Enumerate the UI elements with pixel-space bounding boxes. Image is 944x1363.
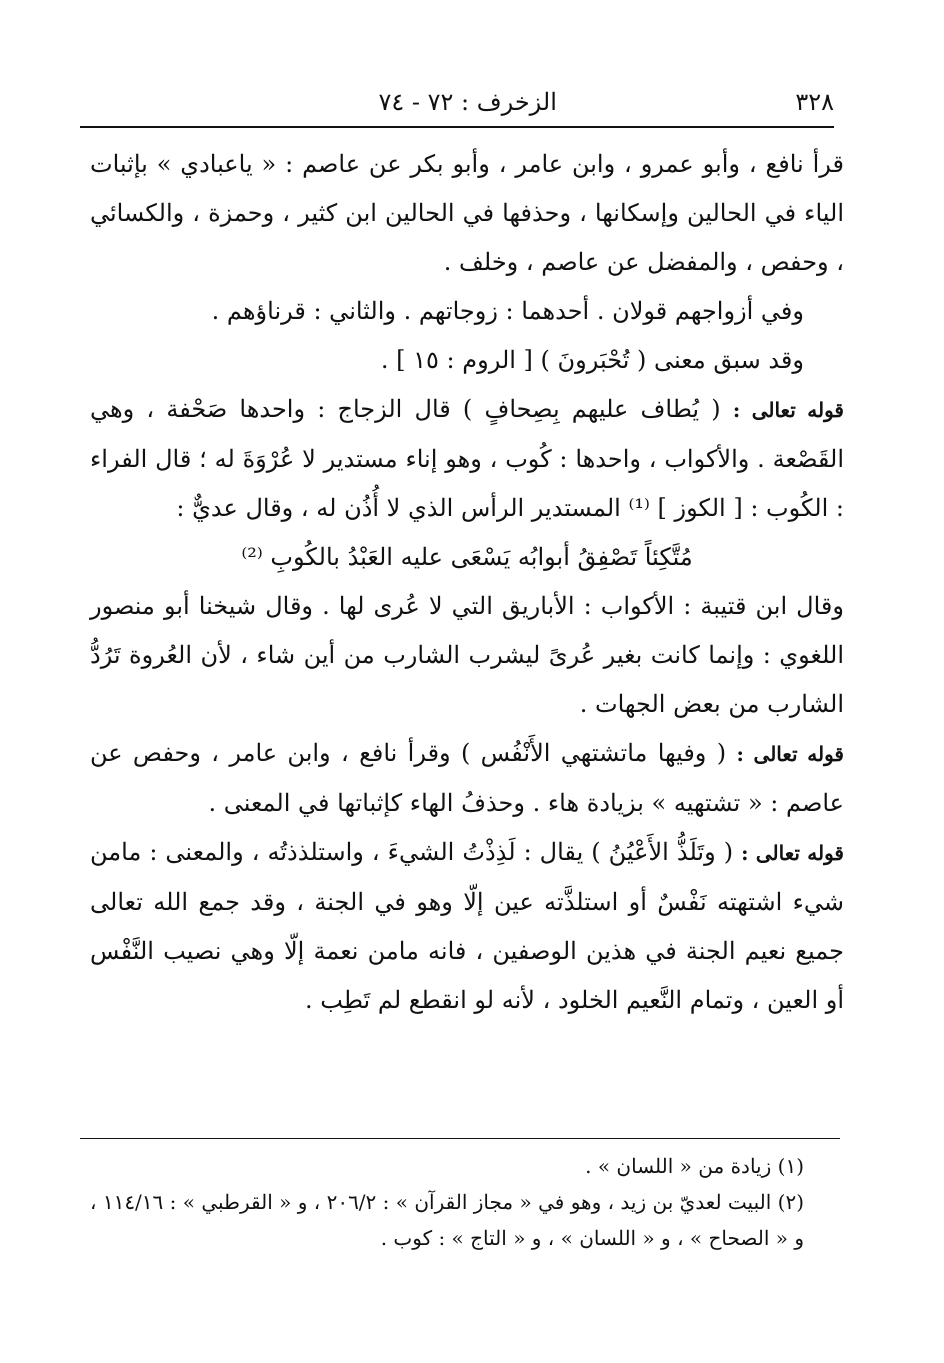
paragraph-ibn-qutayba: وقال ابن قتيبة : الأكواب : الأباريق التي لا عُرى لها . وقال شيخنا أبو منصور اللغوي : وإنما كانت بغير عُرىً ليشرب الشارب من أين شاء ، لأن العُروة تَرُدُّ الشارب من بعض الجهات . xyxy=(90,592,844,718)
paragraph-tuhbarun: وقد سبق معنى ( تُحْبَرونَ ) [ الروم : ١٥ ] . xyxy=(380,346,804,374)
paragraph-spouses: وفي أزواجهم قولان . أحدهما : زوجاتهم . والثاني : قرناؤهم . xyxy=(211,297,804,325)
header-rule xyxy=(80,126,834,128)
footnote-2: (٢) البيت لعديّ بن زيد ، وهو في « مجاز القرآن » : ٢٠٦/٢ ، و « القرطبي » : ١١٤/١٦ ، و « الصحاح » ، و « اللسان » ، و « التاج » : كوب . xyxy=(90,1190,804,1250)
verse-label: قوله تعالى : xyxy=(741,841,844,865)
footnote-rule xyxy=(80,1138,840,1139)
poetry-verse: مُتَّكِئاً تَصْفِقُ أبوابُه يَسْعَى عليه العَبْدُ بالكُوبِ ⁽²⁾ xyxy=(241,543,693,571)
main-text xyxy=(90,140,844,1025)
paragraph-desires xyxy=(90,729,844,828)
page-number: ٣٢٨ xyxy=(795,88,834,116)
footnotes xyxy=(90,1148,844,1256)
paragraph-eyes xyxy=(90,828,844,1025)
verse-label: قوله تعالى : xyxy=(736,742,844,766)
paragraph-text: ( يُطاف عليهم بِصِحافٍ ) قال الزجاج : واحدها صَحْفة ، وهي القَصْعة . والأكواب ، واحدها : كُوب ، وهو إناء مستدير لا عُرْوَةَ له ؛ قال الفراء : الكُوب : [ الكوز ] ⁽¹⁾ المستدير الرأس الذي لا أُذُن له ، وقال عديٌّ : xyxy=(90,395,844,522)
running-header xyxy=(80,82,834,122)
paragraph-text: ( وتَلَذُّ الأَعْيُنُ ) يقال : لَذِذْتُ الشيءَ ، واستلذذتُه ، والمعنى : مامن شيء اشتهته نَفْسٌ أو استلذَّته عين إلّا وهو في الجنة ، وقد جمع الله تعالى جميع نعيم الجنة في هذين الوصفين ، فانه مامن نعمة إلّا وهي نصيب النَّفْس أو العين ، وتمام النَّعيم الخلود ، لأنه لو انقطع لم تَطِب . xyxy=(90,838,844,1014)
paragraph-readings: قرأ نافع ، وأبو عمرو ، وابن عامر ، وأبو بكر عن عاصم : « ياعبادي » بإثبات الياء في الحالين وإسكانها ، وحذفها في الحالين ابن كثير ، وحمزة ، والكسائي ، وحفص ، والمفضل عن عاصم ، وخلف . xyxy=(90,150,844,276)
paragraph-platters xyxy=(90,385,844,533)
paragraph-text: ( وفيها ماتشتهي الأَنْفُس ) وقرأ نافع ، وابن عامر ، وحفص عن عاصم : « تشتهيه » بزيادة هاء . وحذفُ الهاء كإثباتها في المعنى . xyxy=(90,739,844,817)
verse-label: قوله تعالى : xyxy=(732,398,844,422)
running-title: الزخرف : ٧٢ - ٧٤ xyxy=(378,88,557,116)
footnote-1: (١) زيادة من « اللسان » . xyxy=(585,1154,804,1178)
